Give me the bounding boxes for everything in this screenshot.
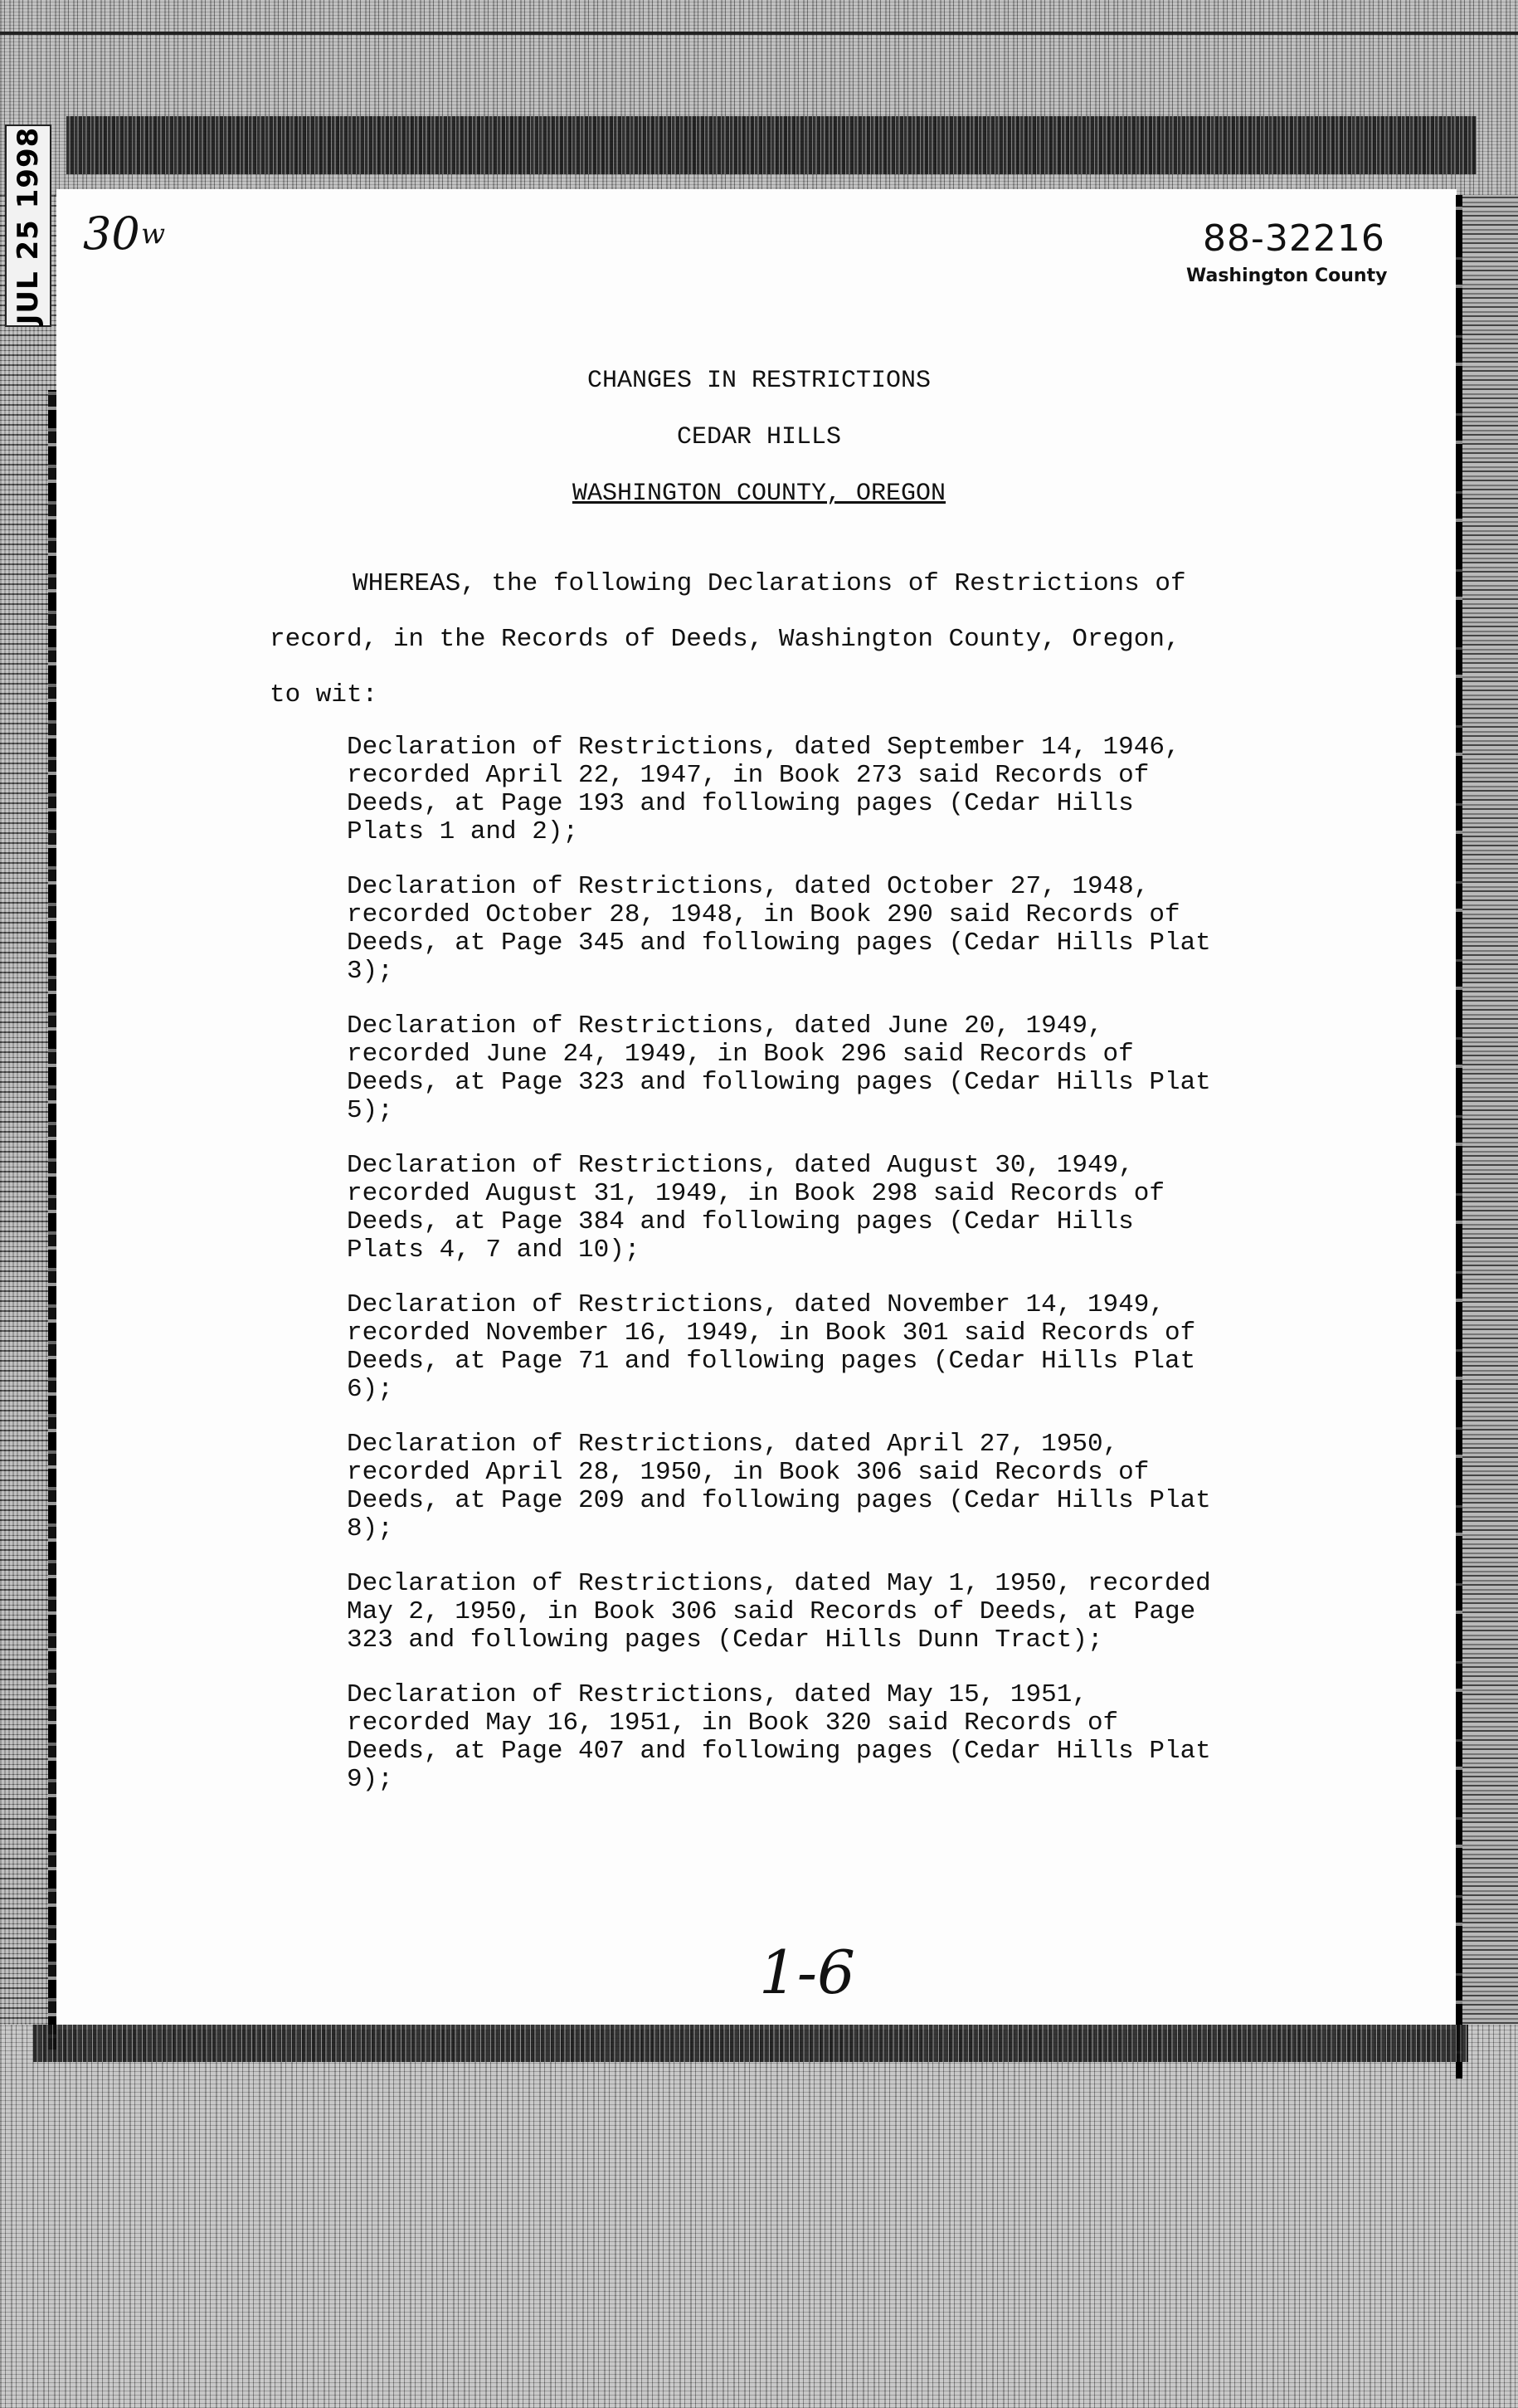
scan-edge-left bbox=[48, 390, 56, 2050]
scan-shadow-bottom bbox=[33, 2025, 1468, 2062]
declaration-item: Declaration of Restrictions, dated November 14, 1949, recorded November 16, 1949, in Book 301 said Records of Deeds, at Page 71 and following pages (Cedar Hills Plat 6); bbox=[347, 1290, 1196, 1404]
handwritten-note-suffix: w bbox=[141, 217, 166, 251]
declaration-item: Declaration of Restrictions, dated August 30, 1949, recorded August 31, 1949, in Book 298 said Records of Deeds, at Page 384 and following pages (Cedar Hills Plats 4, 7 and 10); bbox=[347, 1151, 1165, 1265]
stamp-date: JUL 25 1998 bbox=[12, 126, 45, 325]
subdivision-name: CEDAR HILLS bbox=[676, 423, 842, 451]
declaration-item: Declaration of Restrictions, dated May 1, 1950, recorded May 2, 1950, in Book 306 said Records of Deeds, at Page 323 and following pages (Cedar Hills Dunn Tract); bbox=[347, 1569, 1211, 1655]
whereas-line: record, in the Records of Deeds, Washington County, Oregon, bbox=[270, 625, 1180, 654]
document-title: CHANGES IN RESTRICTIONS bbox=[586, 367, 932, 395]
whereas-line: to wit: bbox=[270, 680, 378, 709]
declaration-item: Declaration of Restrictions, dated September 14, 1946, recorded April 22, 1947, in Book 273 said Records of Deeds, at Page 193 and following pages (Cedar Hills Plats 1 and 2); bbox=[347, 733, 1180, 846]
declaration-item: Declaration of Restrictions, dated May 15, 1951, recorded May 16, 1951, in Book 320 said Records of Deeds, at Page 407 and following pages (Cedar Hills Plat 9); bbox=[347, 1680, 1211, 1794]
scan-noise-bottom bbox=[0, 2025, 1518, 2408]
location-heading: WASHINGTON COUNTY, OREGON bbox=[572, 480, 946, 508]
recording-county: Washington County bbox=[1186, 266, 1388, 286]
whereas-paragraph bbox=[270, 556, 1348, 723]
whereas-line: WHEREAS, the following Declarations of Restrictions of bbox=[353, 569, 1186, 598]
handwritten-note: 30 bbox=[83, 207, 140, 260]
recording-number: 88-32216 bbox=[1203, 217, 1385, 260]
declaration-item: Declaration of Restrictions, dated June 20, 1949, recorded June 24, 1949, in Book 296 said Records of Deeds, at Page 323 and following pages (Cedar Hills Plat 5); bbox=[347, 1011, 1211, 1125]
scan-noise-right bbox=[1456, 195, 1518, 2079]
scan-shadow-top bbox=[66, 116, 1477, 174]
declaration-item: Declaration of Restrictions, dated October 27, 1948, recorded October 28, 1948, in Book 290 said Records of Deeds, at Page 345 and following pages (Cedar Hills Plat 3); bbox=[347, 872, 1211, 986]
declaration-item: Declaration of Restrictions, dated April 27, 1950, recorded April 28, 1950, in Book 306 said Records of Deeds, at Page 209 and following pages (Cedar Hills Plat 8); bbox=[347, 1430, 1211, 1543]
scan-line-top bbox=[0, 32, 1518, 35]
handwritten-page-range: 1-6 bbox=[759, 1938, 855, 2007]
scan-edge-right bbox=[1456, 195, 1462, 2079]
date-stamp bbox=[5, 124, 51, 327]
